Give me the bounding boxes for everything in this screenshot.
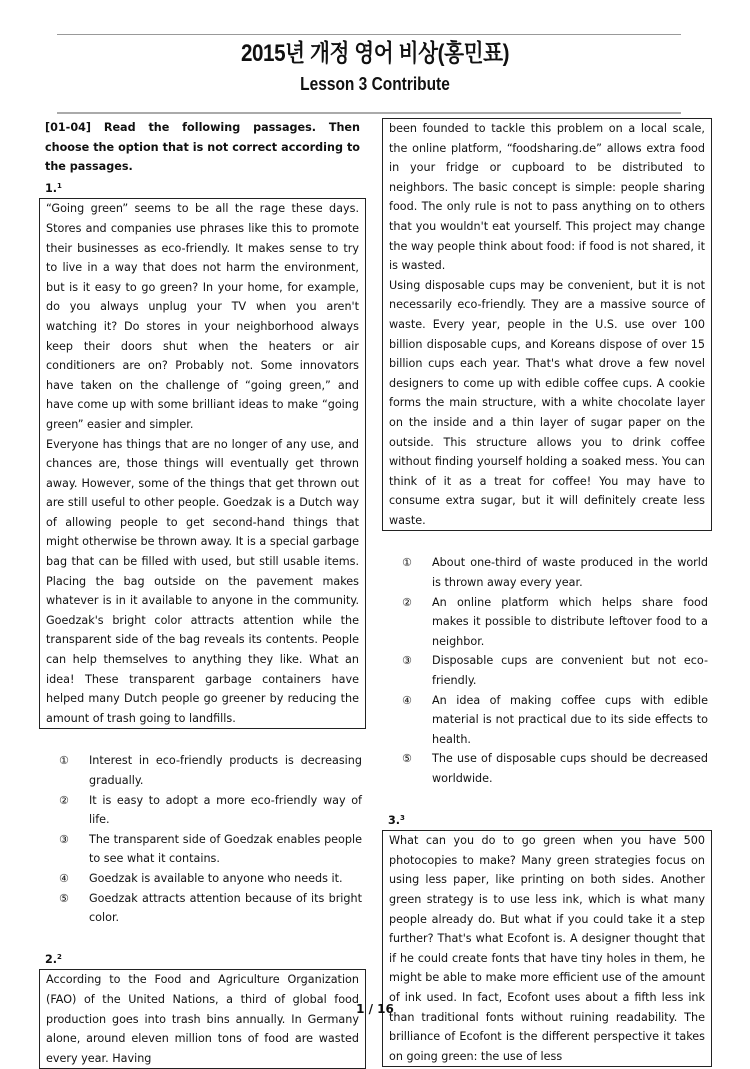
question-number-text: 3. [388,813,401,827]
question-2-passage-start [39,969,366,1069]
question-2-passage-continued [382,118,712,531]
question-1-number [39,177,366,199]
answer-option[interactable] [402,749,708,788]
option-text: The transparent side of Goedzak enables people to see what it contains. [89,832,362,866]
document-title: 2015년 개정 영어 비상(홍민표) [240,40,510,67]
option-marker: ① [402,556,412,570]
passage-paragraph: Everyone has things that are no longer of any use, and chances are, those things will eventually get thrown away. However, some of the things that get thrown out are still useful to other people. Goedzak is a Dutch way of allowing people to get second-hand things that might otherwise be thrown away. It is a special garbage bag that can be filled with used, but still usable items. Placing the bag outside on the pavement makes whatever is in it available to anyone in the community. Goedzak's bright color attracts attention while the transparent side of the bag reveals its contents. People can help themselves to anything they like. What an idea! These transparent garbage containers have helped many Dutch people go greener by reducing the amount of trash going to landfills. [46,437,359,725]
question-3-passage-start [382,830,712,1067]
answer-option[interactable] [402,691,708,750]
question-1-passage [39,198,366,729]
option-text: The use of disposable cups should be decreased worldwide. [432,752,708,785]
option-marker: ④ [402,693,412,707]
answer-option[interactable] [59,751,362,790]
option-marker: ① [59,754,69,768]
option-marker: ⑤ [59,891,69,905]
answer-option[interactable] [59,791,362,830]
option-text: Goedzak attracts attention because of its bright color. [89,891,362,925]
option-text: About one-third of waste produced in the world is thrown away every year. [432,556,708,590]
option-text: Goedzak is available to anyone who needs it. [89,871,343,885]
footnote-marker: 1 [57,181,62,190]
option-marker: ② [59,793,69,807]
header-rule-bottom [57,112,681,114]
question-1-options [39,751,366,927]
passage-paragraph: Using disposable cups may be convenient, but it is not necessarily eco-friendly. They are a massive source of waste. Every year, people in the U.S. use over 100 billion disposable cups, and Koreans dispose of over 15 billion cups each year. That's what drove a few novel designers to come up with edible coffee cups. A cookie forms the main structure, with a white chocolate layer on the inside and a thin layer of sugar paper on the outside. This structure allows you to drink coffee without finding yourself holding a soaked mess. You can think of it as a treat for coffee! You may have to consume extra sugar, but it will definitely create less waste. [389,278,705,527]
footnote-marker: 3 [400,813,405,822]
answer-option[interactable] [59,869,362,889]
option-marker: ③ [402,654,412,668]
answer-option[interactable] [402,593,708,652]
option-text: An idea of making coffee cups with edible material is not practical due to its side effects to health. [432,693,708,746]
question-2-options [382,553,712,788]
question-2-number [39,948,366,970]
answer-option[interactable] [59,830,362,869]
option-text: Disposable cups are convenient but not eco-friendly. [432,654,708,688]
question-number-text: 2. [45,952,58,966]
answer-option[interactable] [59,889,362,928]
instructions: [01-04] Read the following passages. Then choose the option that is not correct according to the passages. [45,121,360,174]
passage-paragraph: What can you do to go green when you have 500 photocopies to make? Many green strategies focus on using less paper, like printing on both sides. Another green strategy is to use less ink, which is what many people already do. But what if you could take it a step further? That's what Ecofont is. A designer thought that if he could create fonts that have tiny holes in them, he might be able to make more efficient use of the amount of ink used. In fact, Ecofont uses about a fifth less ink than traditional fonts without ruining readability. The brilliance of Ecofont is the different perspective it takes on going green: the use of less [389,834,705,1063]
passage-paragraph: “Going green” seems to be all the rage these days. Stores and companies use phrases like this to promote their businesses as eco-friendly. It makes sense to try to live in a way that does not harm the environment, but is it easy to go green? In your home, for example, do you always unplug your TV when you aren't watching it? Do stores in your neighborhood always keep their doors shut when the heaters or air conditioners are on? Probably not. Some innovators have taken on the challenge of “going green,” and have come up with some brilliant ideas to make “going green” easier and simpler. [46,202,359,431]
passage-paragraph: been founded to tackle this problem on a local scale, the online platform, “foodsharing.de” allows extra food in your fridge or cupboard to be distributed to neighbors. The basic concept is simple: people sharing food. The only rule is not to pass anything on to others that you wouldn't eat yourself. This project may change the way people think about food: if food is not shared, it is wasted. [389,122,705,273]
option-text: It is easy to adopt a more eco-friendly way of life. [89,793,362,827]
page-number: 1 / 16 [356,1002,394,1016]
question-3-number [382,809,712,831]
option-marker: ④ [59,871,69,885]
passage-paragraph: According to the Food and Agriculture Organization (FAO) of the United Nations, a third of global food production goes into trash bins annually. In Germany alone, around eleven million tons of food are wasted every year. Having [46,973,359,1065]
footnote-marker: 2 [57,952,62,961]
header-rule-top [57,34,681,35]
answer-option[interactable] [402,651,708,690]
option-text: Interest in eco-friendly products is decreasing gradually. [89,754,362,787]
option-text: An online platform which helps share food makes it possible to distribute leftover food to a neighbor. [432,595,708,648]
left-column [39,118,366,1069]
option-marker: ⑤ [402,752,412,766]
answer-option[interactable] [402,553,708,592]
right-column [382,118,712,1067]
option-marker: ② [402,595,412,609]
option-marker: ③ [59,832,69,846]
question-number-text: 1. [45,181,58,195]
lesson-subtitle: Lesson 3 Contribute [300,74,450,94]
